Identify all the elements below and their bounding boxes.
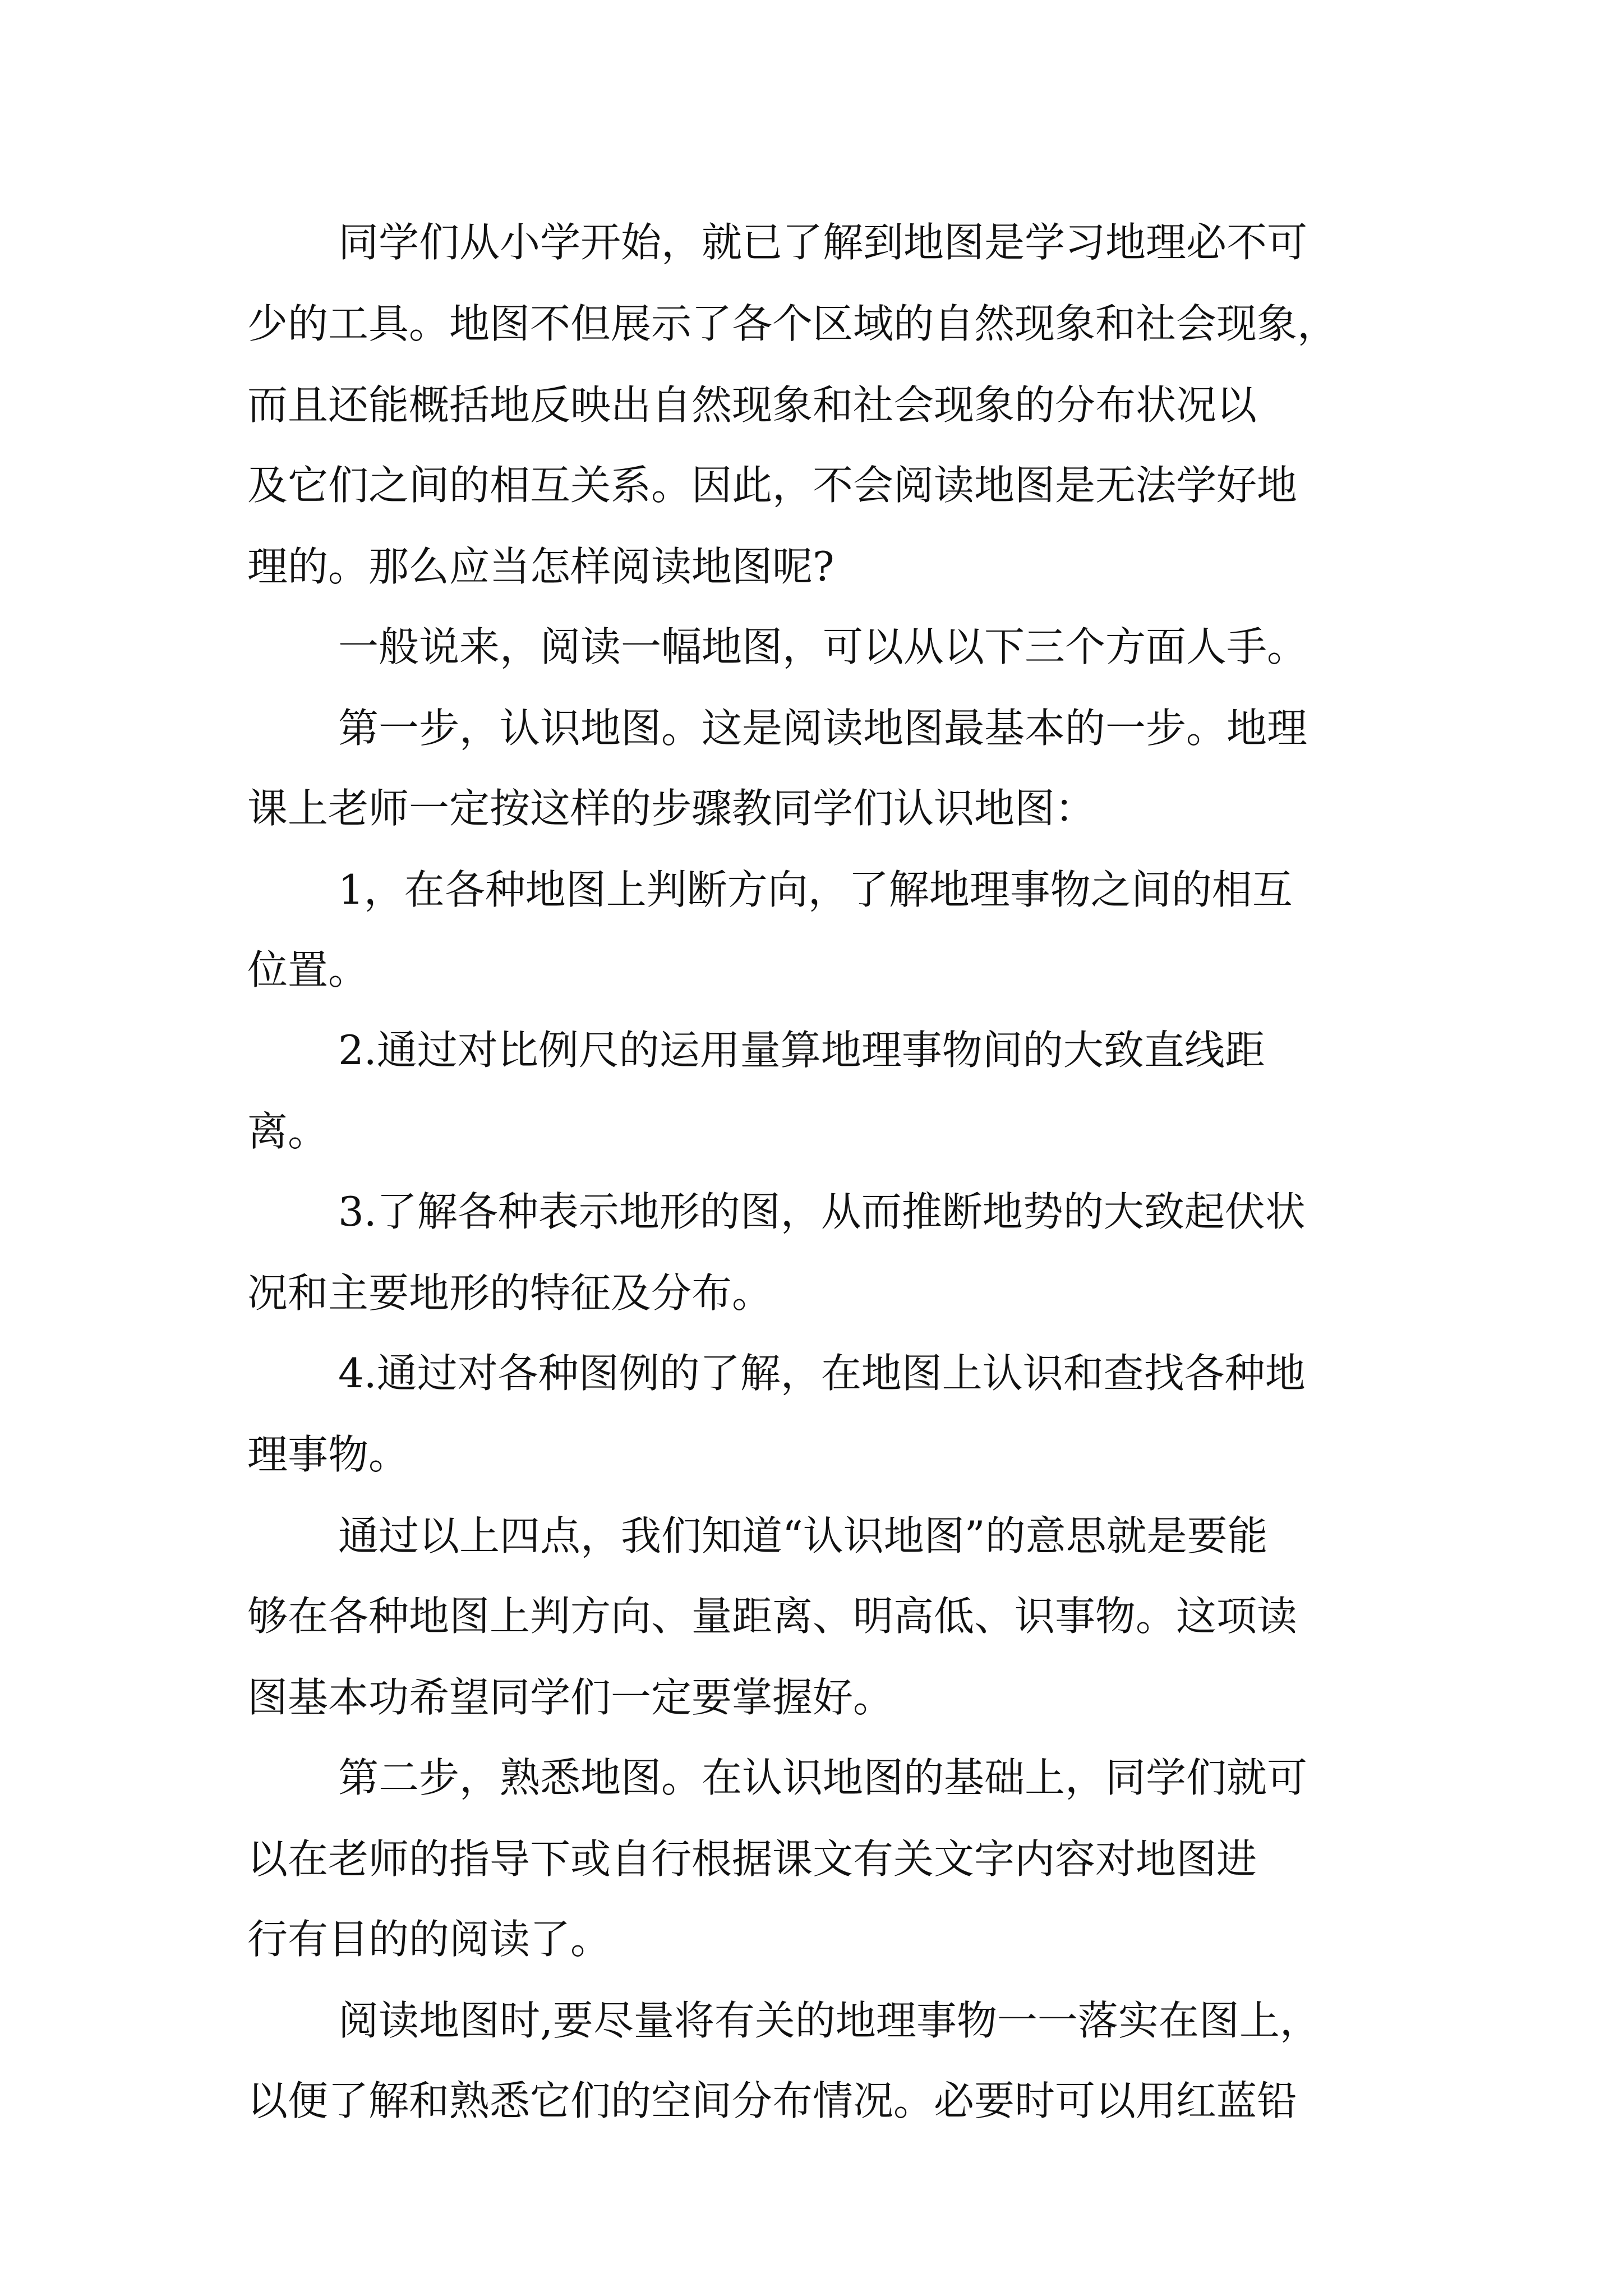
text-line: 同学们从小学开始，就已了解到地图是学习地理必不可 [338,219,1308,266]
text-line: 行有目的的阅读了。 [247,1916,611,1963]
text-line: 以便了解和熟悉它们的空间分布情况。必要时可以用红蓝铅 [247,2077,1298,2124]
text-line: 少的工具。地图不但展示了各个区域的自然现象和社会现象， [247,300,1338,347]
text-line: 图基本功希望同学们一定要掌握好。 [247,1674,894,1721]
text-line: 第二步，熟悉地图。在认识地图的基础上，同学们就可 [338,1754,1308,1801]
text-line: 3.了解各种表示地形的图，从而推断地势的大致起伏状 [338,1188,1306,1235]
text-line: 课上老师一定按这样的步骤教同学们认识地图： [247,785,1096,832]
text-line: 阅读地图时,要尽量将有关的地理事物一一落实在图上， [338,1997,1320,2044]
text-line: 位置。 [247,946,369,993]
text-line: 理的。那么应当怎样阅读地图呢? [247,543,834,590]
text-line: 理事物。 [247,1431,409,1478]
text-line: 通过以上四点，我们知道“认识地图”的意思就是要能 [338,1512,1268,1559]
text-line: 够在各种地图上判方向、量距离、明高低、识事物。这项读 [247,1593,1298,1640]
text-line: 一般说来，阅读一幅地图，可以从以下三个方面人手。 [338,623,1308,670]
text-line: 1，在各种地图上判断方向，了解地理事物之间的相互 [338,866,1293,913]
text-line: 第一步，认识地图。这是阅读地图最基本的一步。地理 [338,705,1308,752]
text-line: 而且还能概括地反映出自然现象和社会现象的分布状况以 [247,381,1257,429]
text-line: 离。 [247,1108,329,1155]
text-line: 及它们之间的相互关系。因此，不会阅读地图是无法学好地 [247,462,1298,509]
text-line: 4.通过对各种图例的了解，在地图上认识和查找各种地 [338,1350,1306,1397]
text-line: 况和主要地形的特征及分布。 [247,1269,773,1317]
text-line: 以在老师的指导下或自行根据课文有关文字内容对地图进 [247,1835,1257,1883]
text-line: 2.通过对比例尺的运用量算地理事物间的大致直线距 [338,1027,1265,1074]
